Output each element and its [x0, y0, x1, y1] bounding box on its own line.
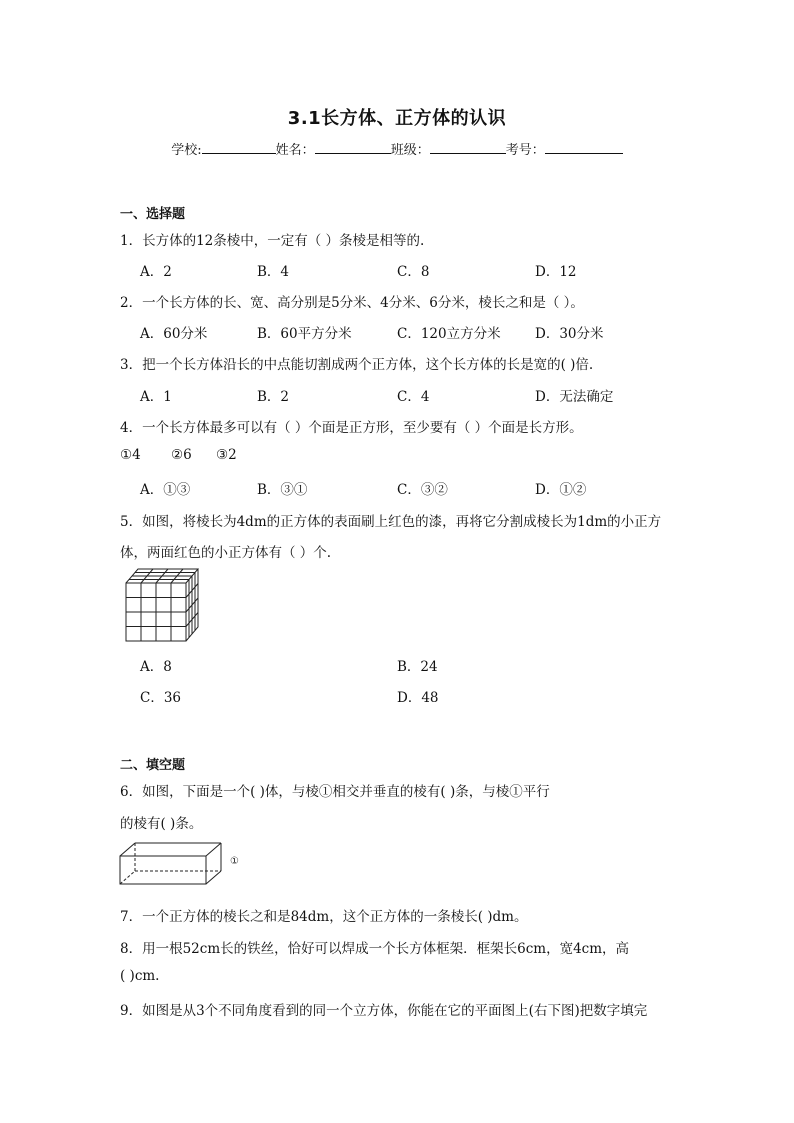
q4-option-c[interactable]: C．③② — [397, 482, 448, 498]
q3-option-a[interactable]: A．1 — [140, 389, 172, 405]
question-6-line-2: 的棱有( )条。 — [120, 816, 203, 832]
q5-option-a[interactable]: A．8 — [140, 659, 172, 675]
page-title: 3.1长方体、正方体的认识 — [287, 108, 507, 129]
name-blank[interactable] — [315, 140, 391, 154]
section-fill-heading: 二、填空题 — [120, 758, 186, 773]
question-9: 9．如图是从3个不同角度看到的同一个立方体，你能在它的平面图上(右下图)把数字填完 — [120, 1003, 648, 1019]
q4-option-d[interactable]: D．①② — [535, 482, 587, 498]
question-7: 7．一个正方体的棱长之和是84dm，这个正方体的一条棱长( )dm。 — [120, 909, 528, 925]
q4-option-a[interactable]: A．①③ — [140, 482, 191, 498]
question-5-line-1: 5．如图，将棱长为4dm的正方体的表面刷上红色的漆，再将它分割成棱长为1dm的小正方 — [120, 514, 662, 530]
q1-option-a[interactable]: A．2 — [140, 264, 172, 280]
section-choice-heading: 一、选择题 — [120, 207, 186, 222]
name-label: 姓名： — [275, 143, 315, 158]
q4-choice-2: ②6 — [171, 447, 192, 463]
exam-no-blank[interactable] — [545, 140, 623, 154]
q4-option-b[interactable]: B．③① — [257, 482, 308, 498]
q1-option-b[interactable]: B．4 — [257, 264, 290, 280]
class-blank[interactable] — [430, 140, 506, 154]
q2-option-a[interactable]: A．60分米 — [140, 326, 208, 342]
school-blank[interactable] — [202, 140, 276, 154]
class-label: 班级： — [390, 143, 430, 158]
question-2: 2．一个长方体的长、宽、高分别是5分米、4分米、6分米，棱长之和是（ ）。 — [120, 295, 584, 311]
q2-option-d[interactable]: D．30分米 — [535, 326, 604, 342]
question-8-line-1: 8．用一根52cm长的铁丝，恰好可以焊成一个长方体框架．框架长6cm，宽4cm，高 — [120, 941, 630, 957]
q5-option-c[interactable]: C．36 — [140, 690, 182, 706]
question-8-line-2: ( )cm. — [120, 968, 160, 984]
q3-option-c[interactable]: C．4 — [397, 389, 430, 405]
question-1: 1．长方体的12条棱中，一定有（ ）条棱是相等的. — [120, 233, 425, 249]
q5-option-b[interactable]: B．24 — [397, 659, 438, 675]
cuboid-figure — [118, 840, 248, 888]
student-info-line — [0, 139, 794, 158]
edge-1-label: ① — [230, 856, 239, 867]
q1-option-d[interactable]: D．12 — [535, 264, 577, 280]
q3-option-d[interactable]: D．无法确定 — [535, 389, 614, 405]
painted-cube-figure — [124, 565, 200, 643]
school-label: 学校: — [171, 143, 202, 158]
q4-choice-3: ③2 — [216, 447, 237, 463]
question-6-line-1: 6．如图，下面是一个( )体，与棱①相交并垂直的棱有( )条，与棱①平行 — [120, 784, 550, 800]
question-3: 3．把一个长方体沿长的中点能切割成两个正方体，这个长方体的长是宽的( )倍. — [120, 357, 594, 373]
q1-option-c[interactable]: C．8 — [397, 264, 430, 280]
q4-choice-1: ①4 — [120, 447, 141, 463]
question-5-line-2: 体，两面红色的小正方体有（ ）个. — [120, 545, 332, 561]
q2-option-b[interactable]: B．60平方分米 — [257, 326, 352, 342]
exam-no-label: 考号： — [505, 143, 545, 158]
question-4: 4．一个长方体最多可以有（ ）个面是正方形，至少要有（ ）个面是长方形。 — [120, 420, 583, 436]
q5-option-d[interactable]: D．48 — [397, 690, 439, 706]
q2-option-c[interactable]: C．120立方分米 — [397, 326, 501, 342]
q3-option-b[interactable]: B．2 — [257, 389, 290, 405]
